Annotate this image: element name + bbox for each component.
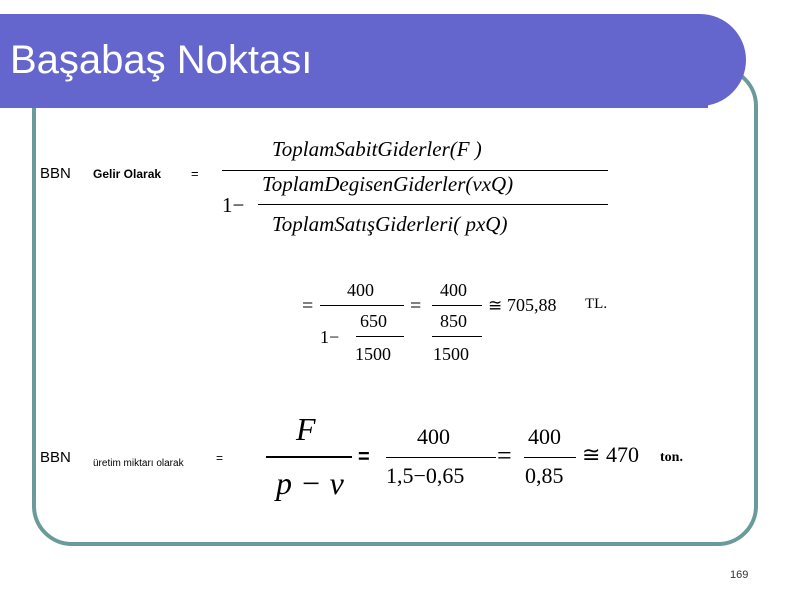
bbn-sub-label: Gelir Olarak — [93, 167, 162, 181]
bbn-label: BBN — [40, 449, 71, 466]
fraction-bar — [266, 456, 352, 458]
fixed-cost-f: F — [296, 411, 316, 447]
denominator-0-85: 0,85 — [525, 463, 564, 488]
fraction-bar — [320, 305, 404, 306]
numerator-400: 400 — [440, 280, 467, 300]
result-value: 705,88 — [507, 295, 557, 315]
fraction-bar — [524, 457, 576, 458]
slide-title: Başabaş Noktası — [10, 38, 313, 82]
inner-fraction-bar — [432, 336, 482, 337]
sales-1500: 1500 — [433, 344, 469, 364]
page-number: 169 — [730, 569, 749, 581]
main-fraction-bar — [222, 170, 608, 171]
numerator-400: 400 — [417, 424, 450, 449]
bbn-label: BBN — [40, 165, 71, 182]
approx-sign: ≅ — [582, 442, 601, 467]
equals-sign: = — [410, 295, 422, 317]
equals-sign: = — [191, 166, 199, 181]
equals-sign: = — [302, 295, 314, 317]
variable-cost-650: 650 — [360, 311, 387, 331]
numerator-400: 400 — [347, 280, 374, 300]
ratio-850: 850 — [440, 311, 467, 331]
equals-sign: = — [216, 451, 224, 465]
unit-label: TL. — [585, 296, 608, 312]
inner-fraction-bar — [258, 204, 608, 205]
sales-total: ToplamSatışGiderleri( pxQ) — [272, 212, 508, 236]
fixed-costs-numerator: ToplamSabitGiderler(F ) — [272, 137, 482, 161]
fraction-bar — [432, 305, 482, 306]
inner-fraction-bar — [356, 336, 404, 337]
sales-1500: 1500 — [355, 344, 391, 364]
one-minus: 1− — [320, 327, 340, 347]
bbn-sub-label: üretim miktarı olarak — [93, 458, 184, 469]
banner-underline — [0, 104, 708, 108]
approx-sign: ≅ — [488, 296, 503, 315]
fraction-bar — [386, 457, 496, 458]
result-value: 470 — [606, 442, 639, 467]
one-minus: 1− — [222, 193, 245, 217]
numerator-400: 400 — [528, 424, 561, 449]
variable-costs: ToplamDegisenGiderler(vxQ) — [262, 172, 514, 196]
price-minus-variable: p − v — [276, 465, 344, 501]
denominator-1-5-minus-0-65: 1,5−0,65 — [386, 463, 465, 488]
equals-sign: = — [358, 446, 370, 468]
unit-label: ton. — [660, 450, 683, 465]
equals-sign: = — [497, 441, 512, 470]
